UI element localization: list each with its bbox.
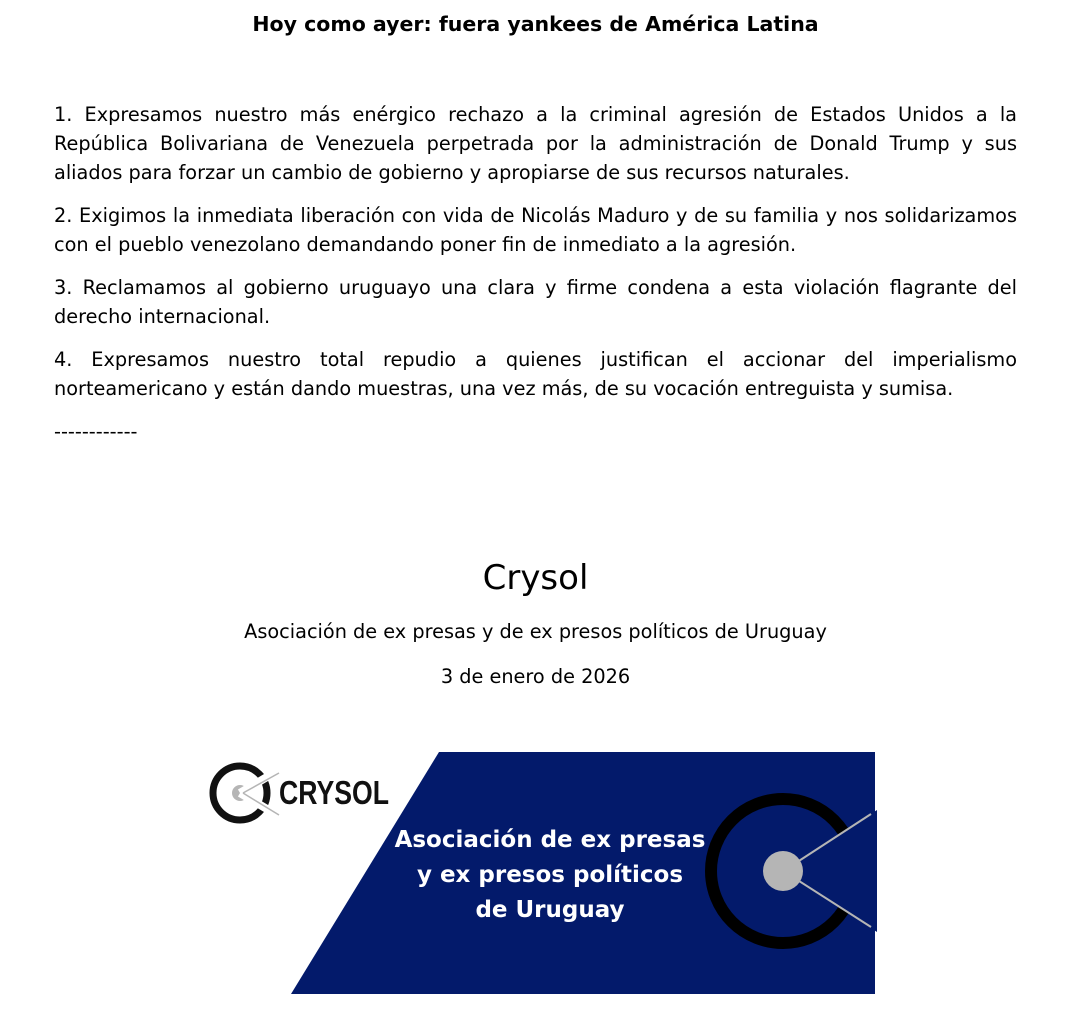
statement-paragraph-4: 4. Expresamos nuestro total repudio a quienes justifican el accionar del imperialismo norteamericano y están dando muestras, una vez más, de su vocación entreguista y sumisa. bbox=[54, 348, 1017, 400]
statement-paragraph-2: 2. Exigimos la inmediata liberación con vida de Nicolás Maduro y de su familia y nos solidarizamos con el pueblo venezolano demandando poner fin de inmediato a la agresión. bbox=[54, 203, 1017, 256]
crysol-small-logo-icon bbox=[213, 766, 279, 820]
crysol-logo-text: CRYSOL bbox=[279, 774, 389, 811]
document-title: Hoy como ayer: fuera yankees de América Latina bbox=[252, 12, 819, 36]
crysol-banner bbox=[205, 752, 877, 994]
banner-tagline-line-3: de Uruguay bbox=[475, 897, 625, 923]
signature-org-name: Crysol bbox=[482, 558, 589, 598]
statement-paragraph-3: 3. Reclamamos al gobierno uruguayo una clara y firme condena a esta violación flagrante del derecho internacional. bbox=[54, 275, 1017, 328]
banner-tagline-line-2: y ex presos políticos bbox=[416, 862, 684, 888]
crysol-banner-graphic bbox=[205, 752, 877, 994]
separator-line: ------------ bbox=[54, 420, 138, 444]
signature-org-description: Asociación de ex presas y de ex presos políticos de Uruguay bbox=[244, 620, 827, 643]
banner-tagline-line-1: Asociación de ex presas bbox=[394, 827, 706, 853]
statement-paragraph-1: 1. Expresamos nuestro más enérgico rechazo a la criminal agresión de Estados Unidos a la República Bolivariana de Venezuela perpetrada por la administración de Donald Trump y sus aliados para forzar un cambio de gobierno y apropiarse de sus recursos naturales. bbox=[54, 103, 1017, 184]
statement-body bbox=[54, 101, 1017, 447]
signature-date: 3 de enero de 2026 bbox=[440, 665, 631, 688]
